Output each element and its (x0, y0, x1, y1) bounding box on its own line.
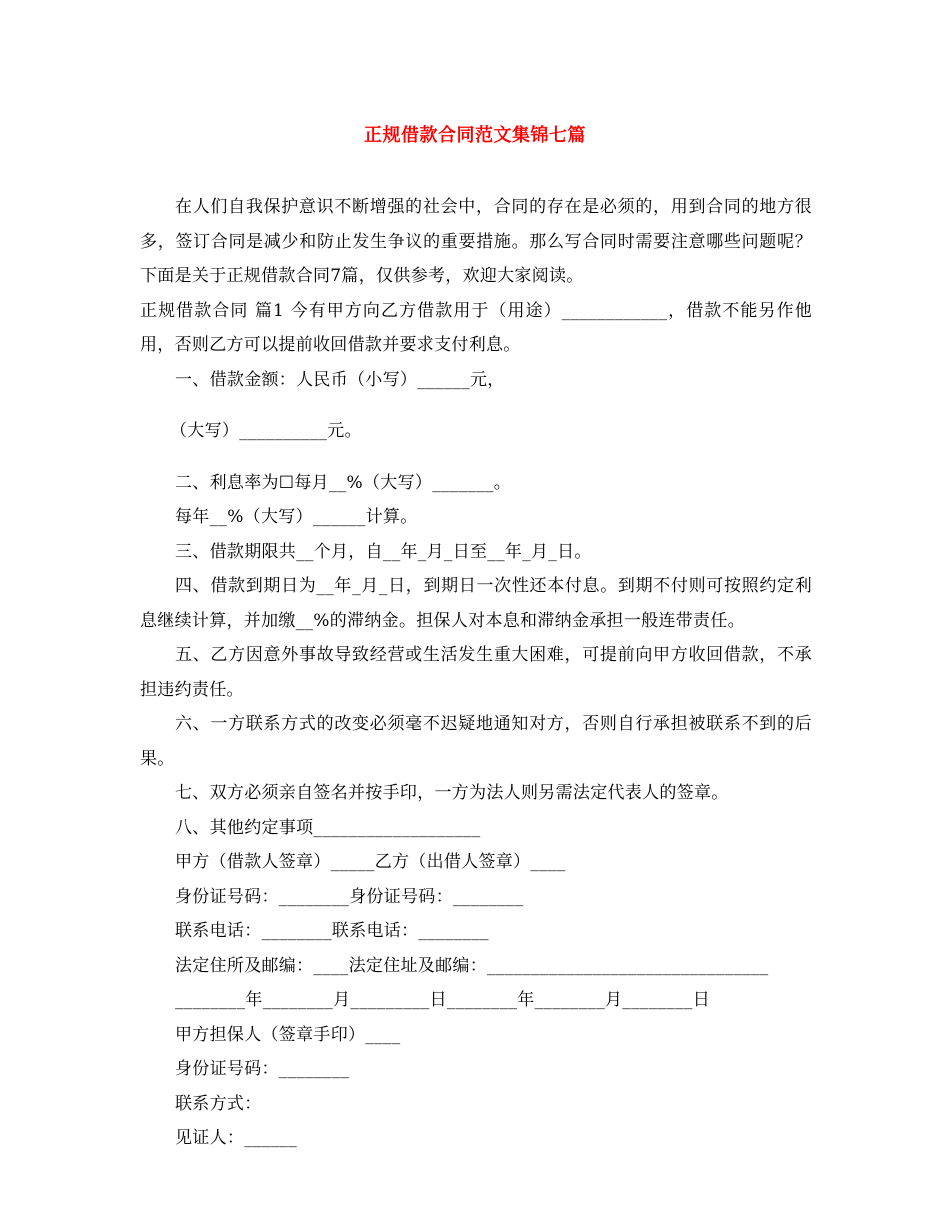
clause-signature: 七、双方必须亲自签名并按手印，一方为法人则另需法定代表人的签章。 (175, 783, 729, 803)
clause-interest-yearly: 每年__%（大写）______计算。 (175, 507, 418, 527)
witness: 见证人：______ (175, 1128, 297, 1148)
clause-contact-change: 六、一方联系方式的改变必须毫不迟疑地通知对方，否则自行承担被联系不到的后果。 (140, 714, 812, 769)
signature-parties: 甲方（借款人签章）_____乙方（出借人签章）____ (175, 852, 566, 872)
document-title: 正规借款合同范文集锦七篇 (364, 125, 586, 146)
clause-accident: 五、乙方因意外事故导致经营或生活发生重大困难，可提前向甲方收回借款，不承担违约责任。 (140, 645, 812, 700)
clause-amount-capital: （大写）__________元。 (170, 421, 362, 441)
guarantor-id-number: 身份证号码：________ (175, 1059, 350, 1079)
guarantor-signature: 甲方担保人（签章手印）____ (175, 1024, 401, 1045)
document-body (140, 190, 812, 1156)
signature-dates: ________年________月_________日________年________月________日 (175, 990, 710, 1010)
signature-phones: 联系电话：________联系电话：________ (175, 921, 489, 941)
clause-amount-small: 一、借款金额：人民币（小写）______元， (175, 369, 505, 390)
clause-interest-monthly: 二、利息率为☐每月__%（大写）_______。 (175, 472, 512, 493)
guarantor-contact: 联系方式： (175, 1093, 262, 1114)
intro-paragraph: 在人们自我保护意识不断增强的社会中，合同的存在是必须的，用到合同的地方很多，签订合同是减少和防止发生争议的重要措施。那么写合同时需要注意哪些问题呢？下面是关于正规借款合同7篇，仅供参考，欢迎大家阅读。 (140, 197, 812, 286)
clause-other: 八、其他约定事项___________________ (175, 817, 481, 838)
signature-id-numbers: 身份证号码：________身份证号码：________ (175, 886, 524, 907)
contract-heading-paragraph: 正规借款合同 篇1 今有甲方向乙方借款用于（用途）____________，借款不能另作他用，否则乙方可以提前收回借款并要求支付利息。 (140, 300, 812, 355)
clause-due-date: 四、借款到期日为__年_月_日，到期日一次性还本付息。到期不付则可按照约定利息继续计算，并加缴__%的滞纳金。担保人对本息和滞纳金承担一般连带责任。 (140, 576, 812, 631)
signature-addresses: 法定住所及邮编：____法定住址及邮编：________________________________ (175, 955, 769, 976)
clause-term: 三、借款期限共__个月，自__年_月_日至__年_月_日。 (175, 541, 592, 562)
